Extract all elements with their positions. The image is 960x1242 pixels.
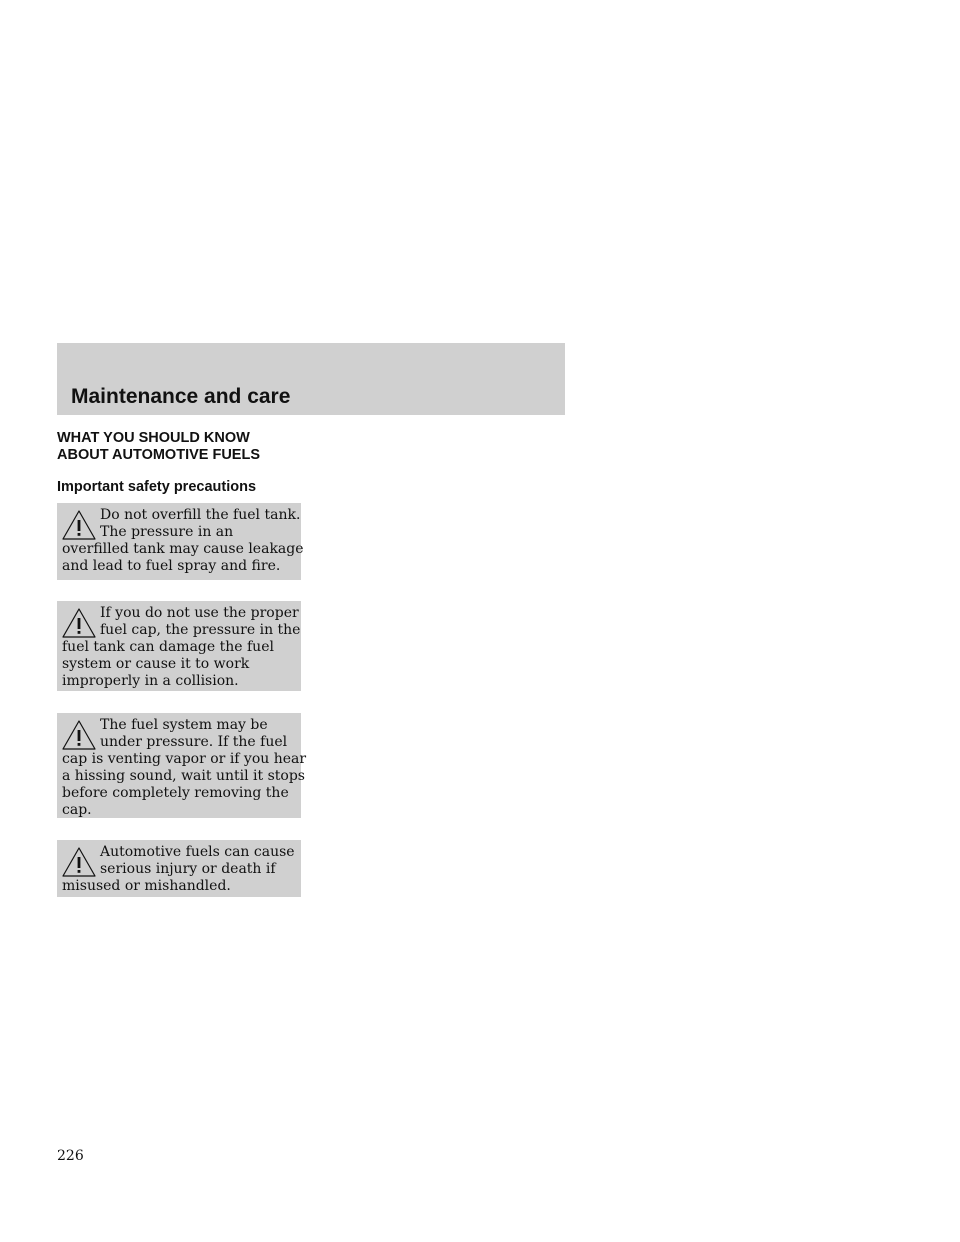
warning-text-line: system or cause it to work: [62, 656, 250, 672]
warning-text-line: cap.: [62, 802, 92, 818]
warning-text-line: cap is venting vapor or if you hear: [62, 751, 307, 767]
warning-triangle-icon: [61, 719, 97, 751]
page-number: 226: [57, 1148, 84, 1164]
warning-text-line: under pressure. If the fuel: [100, 734, 288, 750]
warning-text-line: Do not overfill the fuel tank.: [100, 507, 301, 523]
warning-triangle-icon: [61, 846, 97, 878]
warning-box-fuel-cap: [57, 601, 301, 691]
warning-box-injury: [57, 840, 301, 897]
main-heading: [57, 430, 260, 464]
warning-text-line: If you do not use the proper: [100, 605, 299, 621]
section-title: Maintenance and care: [71, 385, 291, 408]
warning-text-line: overfilled tank may cause leakage: [62, 541, 304, 557]
warning-text-line: improperly in a collision.: [62, 673, 239, 689]
warning-text-line: fuel tank can damage the fuel: [62, 639, 274, 655]
warning-text-line: a hissing sound, wait until it stops: [62, 768, 305, 784]
warning-text-line: The fuel system may be: [100, 717, 268, 733]
warning-box-overfill: [57, 503, 304, 580]
warning-text-line: Automotive fuels can cause: [100, 844, 295, 860]
warning-box-pressure: [57, 713, 307, 818]
warning-text-line: and lead to fuel spray and fire.: [62, 558, 281, 574]
warning-text-line: serious injury or death if: [100, 861, 276, 877]
warning-text-line: The pressure in an: [100, 524, 234, 540]
warning-text-line: before completely removing the: [62, 785, 289, 801]
warning-triangle-icon: [61, 509, 97, 541]
warning-text-line: fuel cap, the pressure in the: [100, 622, 301, 638]
sub-heading: Important safety precautions: [57, 479, 257, 495]
warning-text-line: misused or mishandled.: [62, 878, 231, 894]
section-header: [57, 343, 565, 415]
warning-triangle-icon: [61, 607, 97, 639]
main-heading-line-2: ABOUT AUTOMOTIVE FUELS: [57, 447, 260, 463]
main-heading-line-1: WHAT YOU SHOULD KNOW: [57, 430, 250, 446]
